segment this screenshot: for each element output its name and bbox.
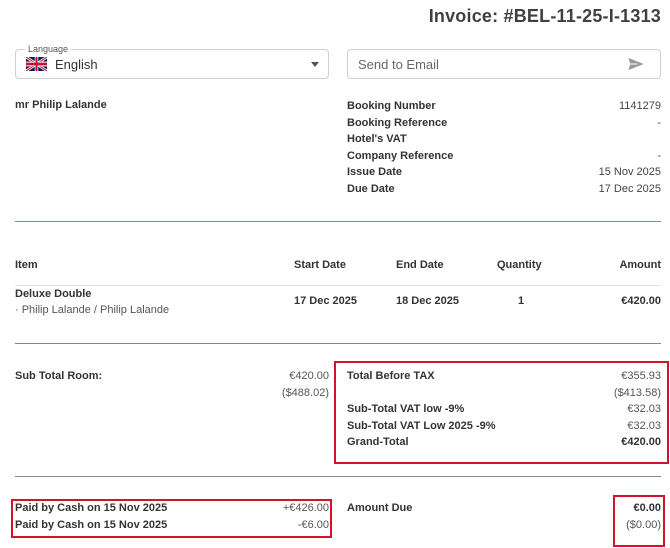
booking-number-value: 1141279 <box>618 100 661 112</box>
hotel-vat-value <box>599 131 661 148</box>
item-guests: · Philip Lalande / Philip Lalande <box>15 304 170 316</box>
table-divider <box>15 285 661 286</box>
vat-low-2025-value: €32.03 <box>627 420 661 432</box>
due-date-label: Due Date <box>347 182 395 195</box>
booking-info-values <box>599 98 661 198</box>
company-reference-value: - <box>657 149 661 162</box>
vat-low-value: €32.03 <box>627 403 661 415</box>
uk-flag-icon <box>26 57 47 71</box>
payment-value: +€426.00 <box>282 502 329 514</box>
item-name: Deluxe Double <box>15 288 92 300</box>
vat-low-2025-label: Sub-Total VAT Low 2025 -9% <box>347 420 496 432</box>
language-value: English <box>55 57 98 72</box>
booking-reference-value: - <box>657 116 661 129</box>
grand-total-label: Grand-Total <box>347 436 409 448</box>
item-amount: €420.00 <box>621 295 661 307</box>
total-before-tax-alt: ($413.58) <box>613 387 661 399</box>
invoice-title: Invoice: #BEL-11-25-I-1313 <box>428 6 661 26</box>
item-end-date: 18 Dec 2025 <box>396 295 459 307</box>
booking-reference-label: Booking Reference <box>347 116 448 129</box>
send-icon[interactable] <box>627 57 645 71</box>
divider <box>15 221 661 222</box>
payment-label: Paid by Cash on 15 Nov 2025 <box>15 519 168 531</box>
payments-highlight <box>11 499 332 538</box>
divider <box>15 343 661 344</box>
payment-label: Paid by Cash on 15 Nov 2025 <box>15 502 168 514</box>
booking-info-labels <box>347 98 453 198</box>
grand-total-value: €420.00 <box>621 436 661 448</box>
item-start-date: 17 Dec 2025 <box>294 295 357 307</box>
col-start-header: Start Date <box>294 259 346 271</box>
subtotal-room-alt: ($488.02) <box>281 387 329 399</box>
col-qty-header: Quantity <box>497 259 542 271</box>
total-before-tax-label: Total Before TAX <box>347 370 435 382</box>
subtotal-room-value: €420.00 <box>289 370 329 382</box>
col-item-header: Item <box>15 259 38 271</box>
amount-due-value: €0.00 <box>633 502 661 514</box>
issue-date-value: 15 Nov 2025 <box>598 166 661 179</box>
amount-due-highlight <box>613 495 665 547</box>
amount-due-alt: ($0.00) <box>626 519 661 531</box>
send-email-field[interactable] <box>347 49 661 79</box>
amount-due-label: Amount Due <box>347 502 413 514</box>
subtotal-room-label: Sub Total Room: <box>15 370 103 382</box>
item-quantity: 1 <box>518 295 525 307</box>
total-before-tax-value: €355.93 <box>621 370 661 382</box>
col-end-header: End Date <box>396 259 444 271</box>
due-date-value: 17 Dec 2025 <box>598 182 661 195</box>
issue-date-label: Issue Date <box>347 166 403 179</box>
divider <box>15 476 661 477</box>
col-amount-header: Amount <box>619 259 661 271</box>
booking-number-label: Booking Number <box>347 100 436 112</box>
payment-value: -€6.00 <box>297 519 329 531</box>
totals-highlight <box>334 361 669 464</box>
hotel-vat-label: Hotel's VAT <box>347 133 407 146</box>
vat-low-label: Sub-Total VAT low -9% <box>347 403 465 415</box>
chevron-down-icon[interactable] <box>311 62 319 67</box>
language-select[interactable] <box>15 44 329 79</box>
language-label: Language <box>25 44 71 54</box>
email-input[interactable] <box>348 50 618 78</box>
guest-name: mr Philip Lalande <box>15 99 107 111</box>
company-reference-label: Company Reference <box>347 149 454 162</box>
